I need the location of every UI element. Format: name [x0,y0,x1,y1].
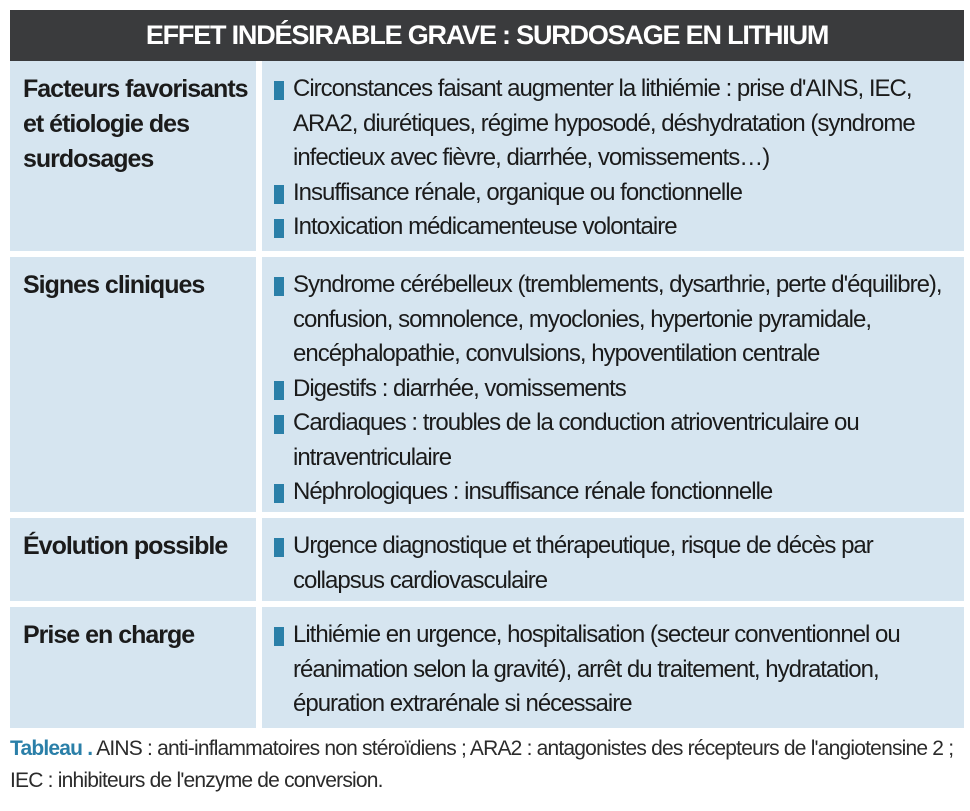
list-item [274,176,959,211]
caption-text: AINS : anti-inflammatoires non stéroïdiens ; ARA2 : antagonistes des récepteurs de l'angiotensine 2 ; IEC : inhibiteurs de l'enzyme de conversion. [10,737,954,792]
caption-separator: . [87,737,93,760]
list-item [274,72,959,176]
bullet-icon [274,81,284,100]
row-content [274,618,959,722]
list-item [274,268,959,372]
table-row-risk-factors [10,61,964,251]
bullet-icon [274,277,284,296]
bullet-icon [274,627,284,646]
list-item [274,618,959,722]
table-caption [10,733,960,797]
table-row-management [10,607,964,728]
list-item [274,406,959,475]
list-item [274,475,959,510]
item-text: Néphrologiques : insuffisance rénale fonctionnelle [293,478,773,505]
row-label: Signes cliniques [23,271,205,299]
table-title: EFFET INDÉSIRABLE GRAVE : SURDOSAGE EN LITHIUM [10,10,964,61]
bullet-icon [274,381,284,400]
item-text: Digestifs : diarrhée, vomissements [293,374,626,402]
row-content [274,268,959,510]
item-text: Urgence diagnostique et thérapeutique, risque de décès par collapsus cardiovasculaire [293,532,873,594]
bullet-icon [274,185,284,204]
item-text: Lithiémie en urgence, hospitalisation (secteur conventionnel ou réanimation selon la gravité), arrêt du traitement, hydratation, épuration extrarénale si nécessaire [293,621,900,717]
row-content [274,72,959,245]
item-text: Syndrome cérébelleux (tremblements, dysarthrie, perte d'équilibre), confusion, somnolence, myoclonies, hypertonie pyramidale, encéphalopathie, convulsions, hypoventilation centrale [293,271,942,367]
bullet-icon [274,219,284,238]
table-row-clinical-signs [10,257,964,512]
list-item [274,372,959,407]
item-text: Insuffisance rénale, organique ou fonctionnelle [293,178,742,206]
item-text: Intoxication médicamenteuse volontaire [293,213,677,240]
bullet-icon [274,484,284,503]
item-text: Cardiaques : troubles de la conduction atrioventriculaire ou intraventriculaire [293,409,859,471]
bullet-icon [274,415,284,434]
row-label: Prise en charge [23,621,195,649]
table-row-evolution [10,518,964,601]
caption-title: Tableau [10,737,83,760]
list-item [274,529,959,598]
item-text: Circonstances faisant augmenter la lithiémie : prise d'AINS, IEC, ARA2, diurétiques, régime hyposodé, déshydratation (syndrome infectieux avec fièvre, diarrhée, vomissements…) [293,75,915,171]
bullet-icon [274,538,284,557]
row-content [274,529,959,598]
row-label: Évolution possible [23,532,228,560]
list-item [274,210,959,245]
lithium-overdose-table [10,10,964,728]
row-label: Facteurs favorisants et étiologie des surdosages [23,75,248,173]
